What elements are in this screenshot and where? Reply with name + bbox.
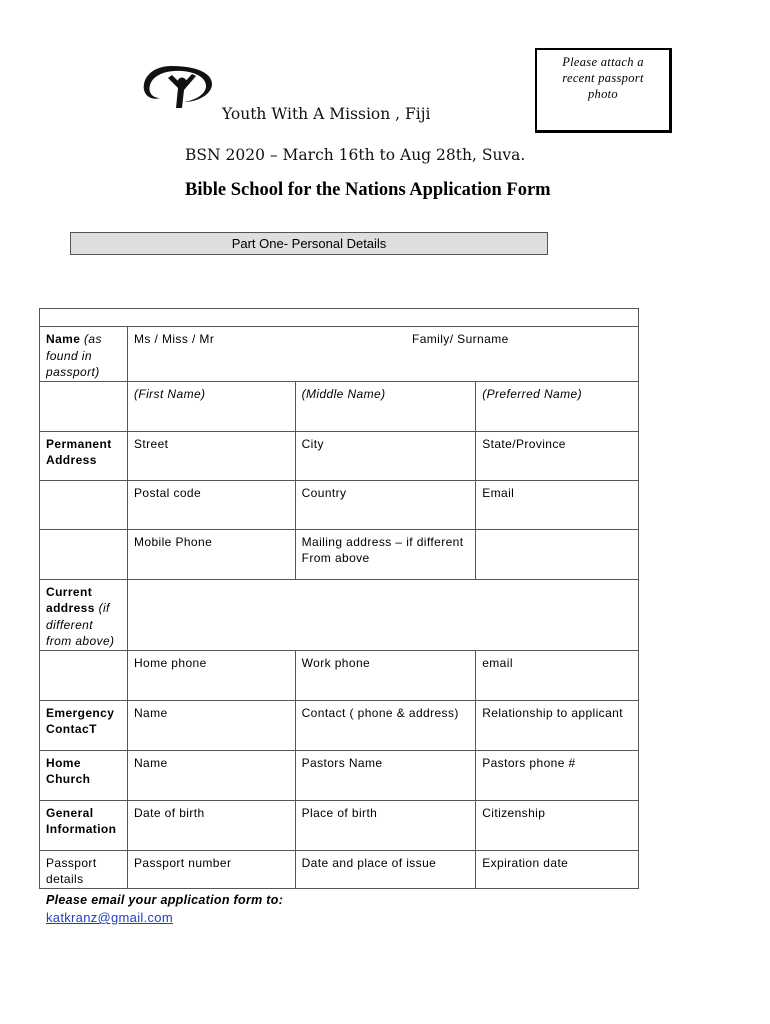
name-label-note: (as [84,332,102,346]
state-province-field[interactable]: State/Province [476,431,639,480]
table-row [40,480,639,529]
date-of-birth-field[interactable]: Date of birth [127,800,295,850]
table-row [40,529,639,579]
mobile-phone-field[interactable]: Mobile Phone [127,529,295,579]
personal-details-table [39,308,639,889]
permanent-label: Permanent [46,436,112,451]
current-address-label: address [46,601,95,615]
date-place-issue-field[interactable]: Date and place of issue [295,850,476,888]
table-row [40,800,639,850]
family-surname-label: Family/ Surname [411,332,509,346]
form-title: Bible School for the Nations Application Form [185,180,551,200]
emergency-name-field[interactable]: Name [127,700,295,750]
preferred-name-field[interactable]: (Preferred Name) [476,381,639,431]
table-row [40,579,639,650]
work-phone-field[interactable]: Work phone [295,650,476,700]
current-email-field[interactable]: email [476,650,639,700]
information-label: Information [46,822,117,836]
current-address-field[interactable] [127,579,638,650]
city-field[interactable]: City [295,431,476,480]
organization-name: Youth With A Mission , Fiji [222,105,431,123]
current-label: Current [46,584,93,599]
name-label-note: passport) [46,365,100,379]
expiration-date-field[interactable]: Expiration date [476,850,639,888]
mailing-address-label-1: Mailing address – if different [301,534,464,549]
permanent-address-label-cell [40,431,128,480]
section-header-part-one: Part One- Personal Details [70,232,548,255]
pastors-name-field[interactable]: Pastors Name [295,750,476,800]
email-field[interactable]: Email [476,480,639,529]
current-note: (if [98,601,110,615]
email-instruction: Please email your application form to: [46,893,284,907]
ms-miss-mr-label: Ms / Miss / Mr [133,332,215,346]
passport-details-label-cell [40,850,128,888]
citizenship-field[interactable]: Citizenship [476,800,639,850]
address-label: Address [46,453,97,467]
ywam-logo-icon [138,58,218,120]
home-phone-field[interactable]: Home phone [127,650,295,700]
general-information-label-cell [40,800,128,850]
blank-top-cell [40,309,639,327]
first-name-field[interactable]: (First Name) [127,381,295,431]
home-label: Home [46,755,81,770]
place-of-birth-field[interactable]: Place of birth [295,800,476,850]
details-label: details [46,872,84,886]
table-row [40,850,639,888]
name-label-cell [40,327,128,382]
current-note: different [46,617,93,632]
mailing-address-label-2: From above [301,551,370,565]
passport-label: Passport [46,855,97,870]
table-row [40,327,639,382]
table-row [40,750,639,800]
empty-label-cell [40,381,128,431]
mailing-address-input[interactable] [476,529,639,579]
title-surname-field[interactable] [127,327,638,382]
table-row [40,309,639,327]
mailing-address-field[interactable] [295,529,476,579]
photo-box-line-3: photo [588,87,618,101]
emergency-label: Emergency [46,705,115,720]
passport-photo-box [535,48,672,133]
pastors-phone-field[interactable]: Pastors phone # [476,750,639,800]
photo-box-line-1: Please attach a [562,55,644,69]
country-field[interactable]: Country [295,480,476,529]
empty-label-cell [40,529,128,579]
middle-name-field[interactable]: (Middle Name) [295,381,476,431]
current-address-label-cell [40,579,128,650]
name-label: Name [46,332,81,346]
postal-code-field[interactable]: Postal code [127,480,295,529]
contact-label: ContacT [46,722,97,736]
contact-email-link[interactable]: katkranz@gmail.com [46,910,173,925]
general-label: General [46,805,94,820]
empty-label-cell [40,650,128,700]
emergency-contact-label-cell [40,700,128,750]
table-row [40,700,639,750]
table-row [40,431,639,480]
relationship-field[interactable]: Relationship to applicant [476,700,639,750]
table-row [40,381,639,431]
passport-number-field[interactable]: Passport number [127,850,295,888]
street-field[interactable]: Street [127,431,295,480]
photo-box-line-2: recent passport [562,71,644,85]
empty-label-cell [40,480,128,529]
table-row [40,650,639,700]
course-dates: BSN 2020 – March 16th to Aug 28th, Suva. [185,146,526,164]
emergency-contact-field[interactable]: Contact ( phone & address) [295,700,476,750]
home-church-label-cell [40,750,128,800]
name-label-note: found in [46,348,92,363]
church-name-field[interactable]: Name [127,750,295,800]
church-label: Church [46,772,91,786]
current-note: from above) [46,634,115,648]
